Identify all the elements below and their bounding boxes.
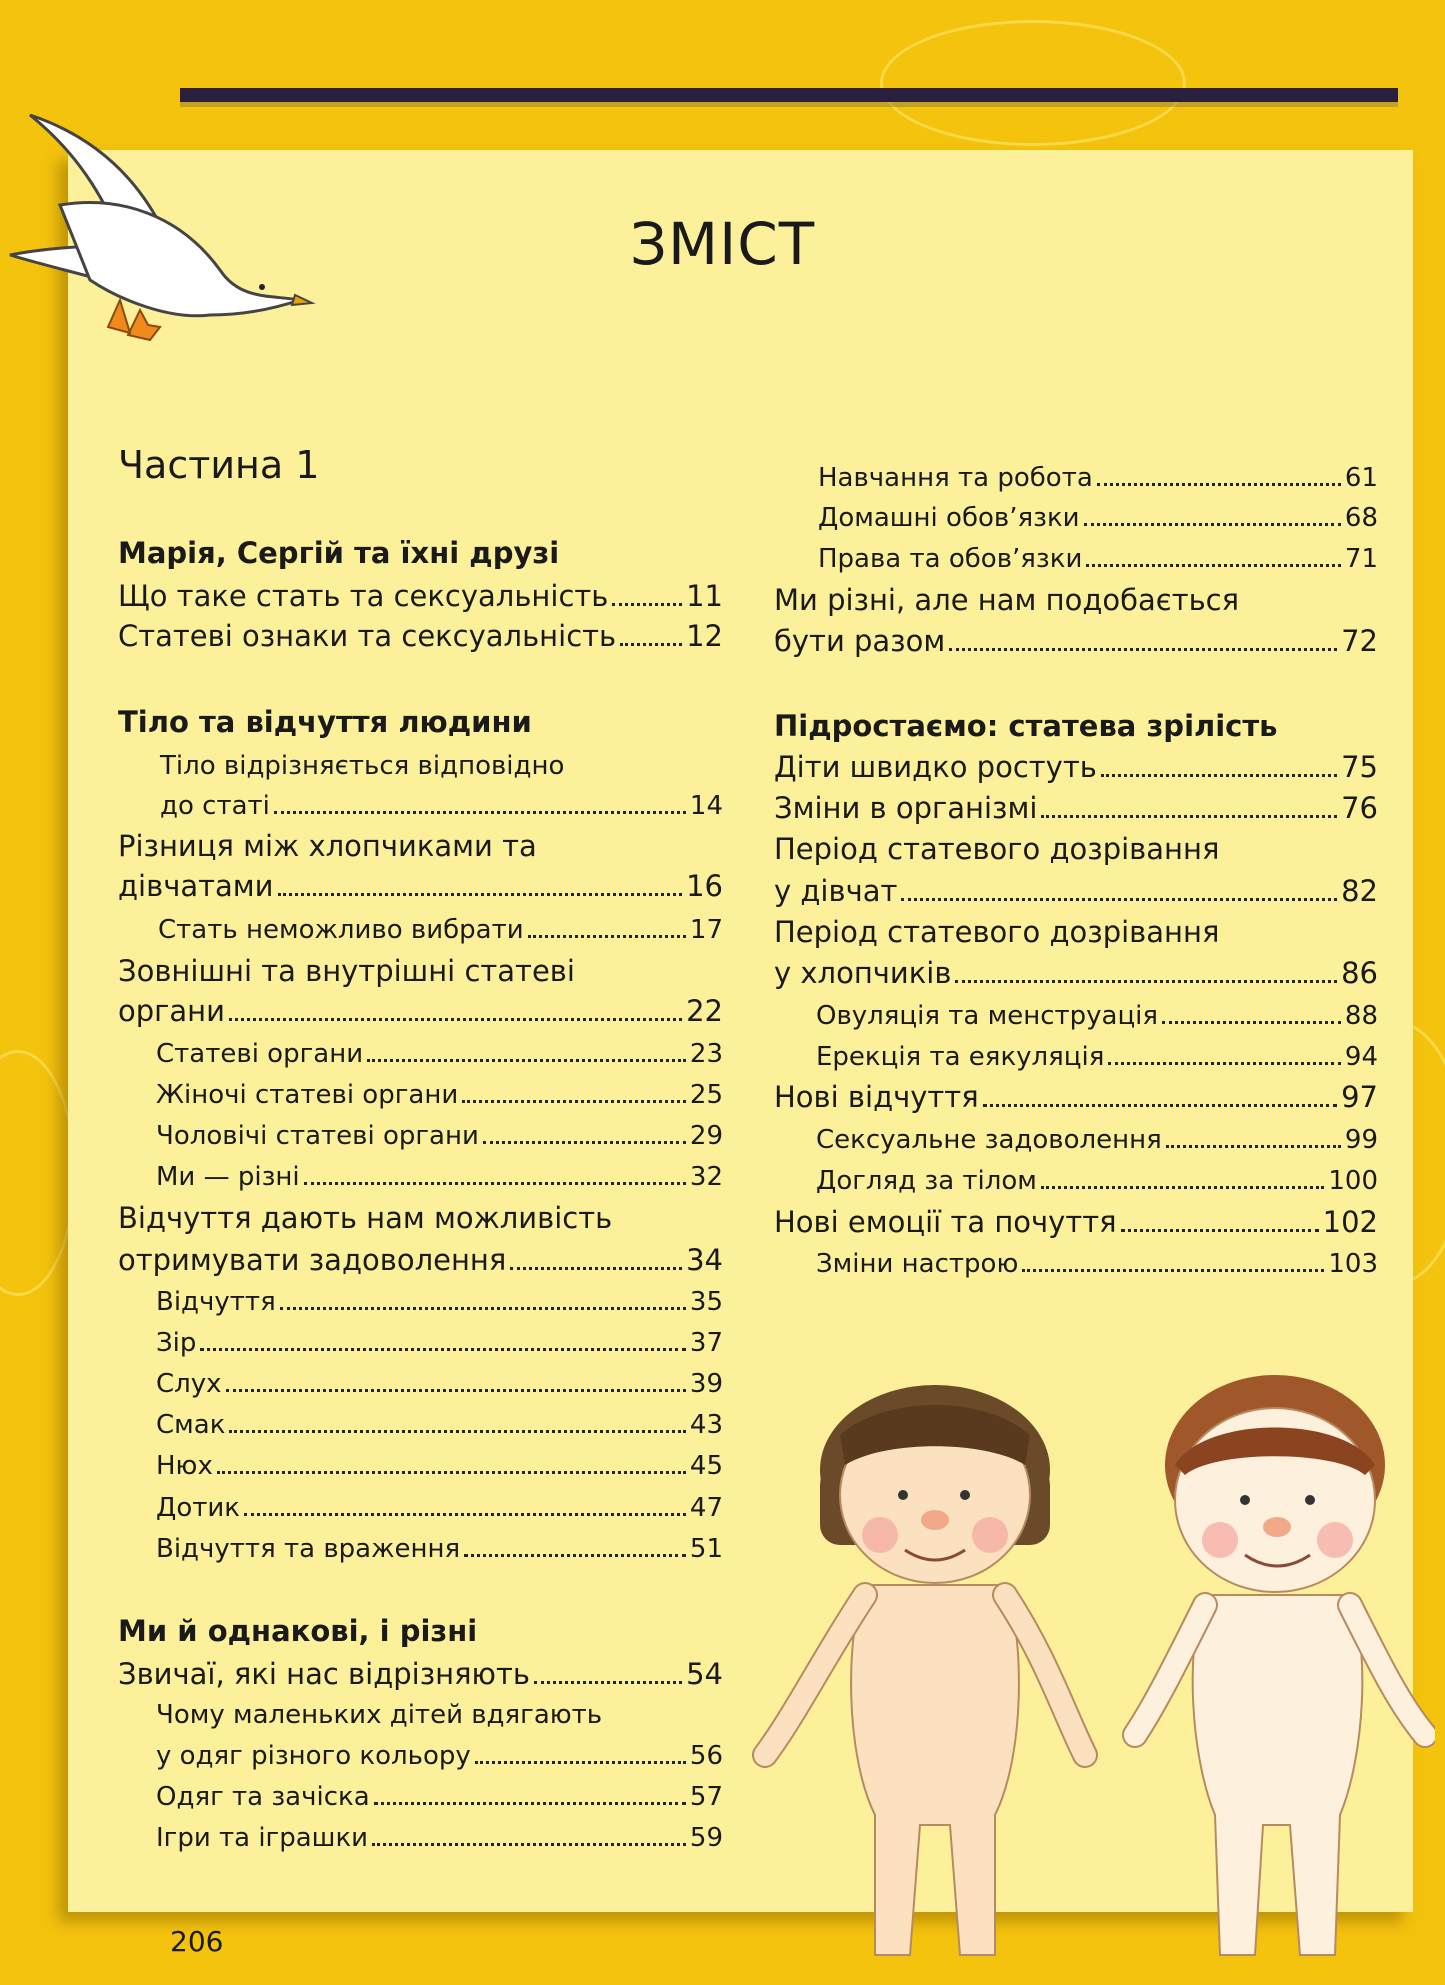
toc-entry[interactable]: Відчуття 35: [156, 1287, 723, 1317]
toc-entry[interactable]: Ігри та іграшки 59: [156, 1823, 723, 1853]
toc-entry-first-line: Період статевого дозрівання: [774, 832, 1220, 866]
toc-entry-first-line: Ми різні, але нам подобається: [774, 583, 1240, 617]
toc-entry[interactable]: у дівчат 82: [774, 874, 1378, 908]
toc-entry[interactable]: Стать неможливо вибрати 17: [158, 915, 723, 945]
toc-entry[interactable]: Чоловічі статеві органи 29: [156, 1121, 723, 1151]
toc-entry[interactable]: у хлопчиків 86: [774, 956, 1378, 990]
toc-entry[interactable]: у одяг різного кольору 56: [156, 1741, 723, 1771]
toc-entry[interactable]: Домашні обов’язки 68: [818, 503, 1378, 533]
toc-entry-first-line: Чому маленьких дітей вдягають: [156, 1700, 603, 1730]
toc-entry[interactable]: органи 22: [118, 994, 723, 1028]
toc-entry-first-line: Тіло відрізняється відповідно: [160, 751, 565, 781]
part-heading: Частина 1: [118, 443, 320, 487]
section-heading: Тіло та відчуття людини: [118, 705, 532, 739]
toc-entry[interactable]: бути разом 72: [774, 624, 1378, 658]
top-rule: [180, 88, 1398, 102]
toc-entry[interactable]: Нові відчуття 97: [774, 1080, 1378, 1114]
toc-entry-first-line: Зовнішні та внутрішні статеві: [118, 954, 575, 988]
toc-entry[interactable]: Статеві ознаки та сексуальність 12: [118, 619, 723, 653]
toc-entry[interactable]: Права та обов’язки 71: [818, 544, 1378, 574]
section-heading: Ми й однакові, і різні: [118, 1614, 478, 1648]
toc-entry[interactable]: Відчуття та враження 51: [156, 1534, 723, 1564]
toc-entry[interactable]: Зміни настрою 103: [816, 1249, 1378, 1279]
girl-figure: [765, 1385, 1085, 1955]
toc-entry[interactable]: Нові емоції та почуття 102: [774, 1205, 1378, 1239]
toc-entry[interactable]: Що таке стать та сексуальність 11: [118, 579, 723, 613]
toc-entry[interactable]: Зір 37: [156, 1328, 723, 1358]
toc-entry-first-line: Відчуття дають нам можливість: [118, 1201, 613, 1235]
toc-entry[interactable]: Статеві органи 23: [156, 1039, 723, 1069]
boy-figure: [1135, 1375, 1425, 1955]
toc-entry[interactable]: Смак 43: [156, 1410, 723, 1440]
page-title: ЗМІСТ: [629, 210, 816, 278]
toc-entry[interactable]: Слух 39: [156, 1369, 723, 1399]
toc-entry[interactable]: Одяг та зачіска 57: [156, 1782, 723, 1812]
children-illustration: [735, 1355, 1435, 1985]
toc-entry[interactable]: Дотик 47: [156, 1493, 723, 1523]
toc-entry[interactable]: отримувати задоволення 34: [118, 1243, 723, 1277]
toc-entry[interactable]: дівчатами 16: [118, 869, 723, 903]
toc-entry-first-line: Різниця між хлопчиками та: [118, 829, 537, 863]
toc-entry[interactable]: Навчання та робота 61: [818, 463, 1378, 493]
section-heading: Підростаємо: статева зрілість: [774, 709, 1278, 743]
toc-entry[interactable]: до статі 14: [160, 791, 723, 821]
toc-entry[interactable]: Звичаї, які нас відрізняють 54: [118, 1657, 723, 1691]
page-number: 206: [170, 1925, 224, 1958]
toc-entry[interactable]: Зміни в організмі 76: [774, 791, 1378, 825]
toc-entry[interactable]: Сексуальне задоволення 99: [816, 1125, 1378, 1155]
toc-entry[interactable]: Нюх 45: [156, 1451, 723, 1481]
toc-entry[interactable]: Овуляція та менструація 88: [816, 1001, 1378, 1031]
background-swirl: [880, 20, 1186, 146]
toc-entry[interactable]: Ерекція та еякуляція 94: [816, 1042, 1378, 1072]
toc-entry[interactable]: Ми — різні 32: [156, 1162, 723, 1192]
toc-entry[interactable]: Жіночі статеві органи 25: [156, 1080, 723, 1110]
toc-entry[interactable]: Діти швидко ростуть 75: [774, 750, 1378, 784]
section-heading: Марія, Сергій та їхні друзі: [118, 536, 560, 570]
background-swirl: [0, 1050, 76, 1296]
toc-entry-first-line: Період статевого дозрівання: [774, 915, 1220, 949]
toc-entry[interactable]: Догляд за тілом 100: [816, 1166, 1378, 1196]
